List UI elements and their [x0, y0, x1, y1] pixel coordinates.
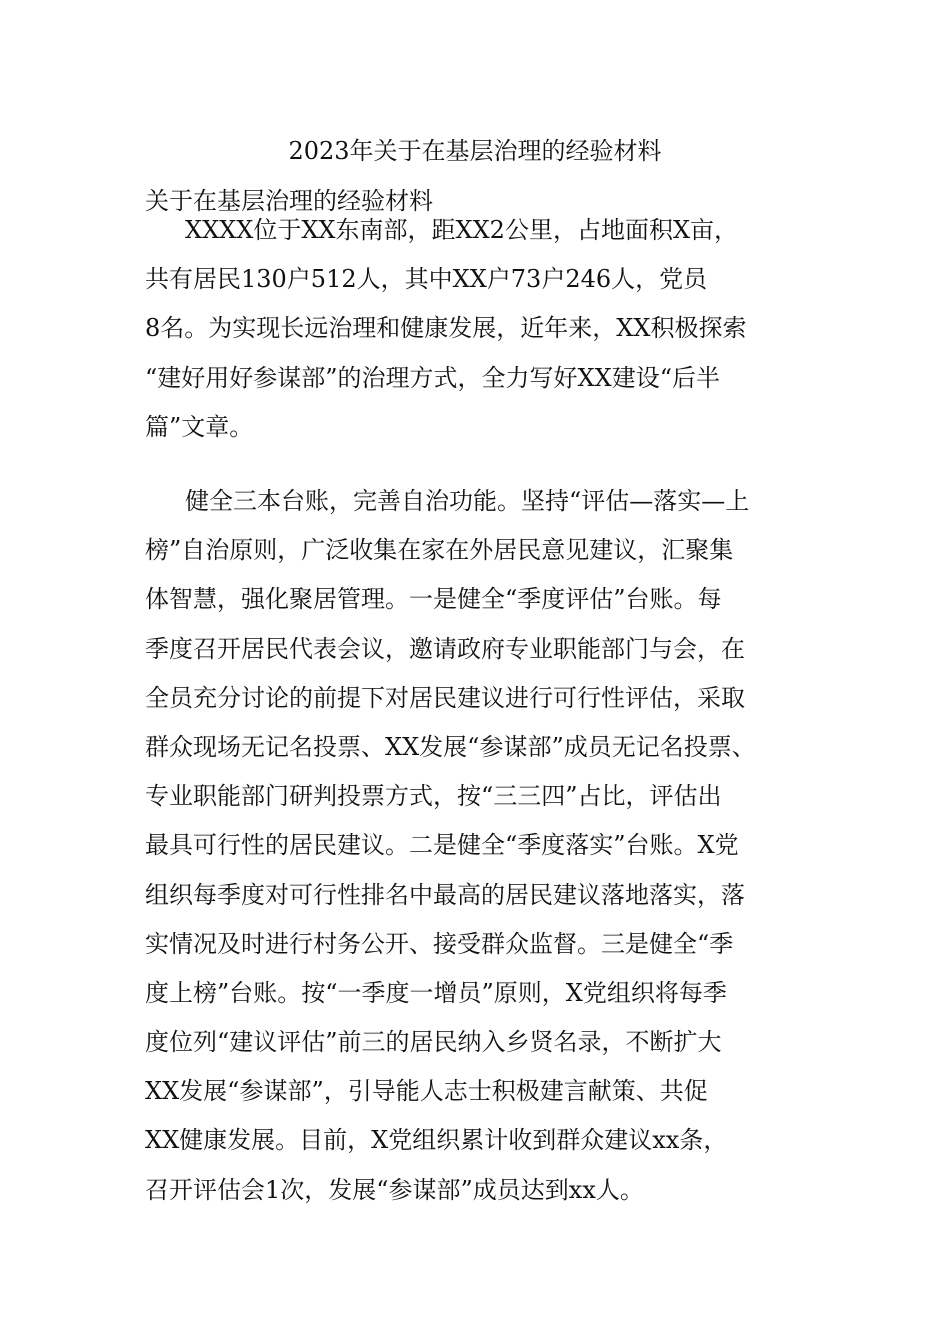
paragraph-intro: [145, 206, 815, 452]
paragraph-line: 榜”自治原则，广泛收集在家在外居民意见建议，汇聚集: [145, 536, 734, 565]
paragraph-line: 篇”文章。: [145, 412, 254, 441]
paragraph-line: 全员充分讨论的前提下对居民建议进行可行性评估，采取: [145, 683, 745, 712]
paragraph-line: 8名。为实现长远治理和健康发展，近年来，XX积极探索: [145, 314, 747, 343]
paragraph-line: 度上榜”台账。按“一季度一增员”原则，X党组织将每季: [145, 978, 727, 1007]
paragraph-line: 群众现场无记名投票、XX发展“参谋部”成员无记名投票、: [145, 732, 756, 761]
paragraph-line: 最具可行性的居民建议。二是健全“季度落实”台账。X党: [145, 831, 739, 860]
paragraph-line: XX发展“参谋部”，引导能人志士积极建言献策、共促: [145, 1077, 708, 1106]
paragraph-line: 度位列“建议评估”前三的居民纳入乡贤名录，不断扩大: [145, 1028, 722, 1057]
paragraph-line: 召开评估会1次，发展“参谋部”成员达到xx人。: [145, 1175, 644, 1204]
document-title: 2023年关于在基层治理的经验材料: [288, 137, 662, 165]
paragraph-line: 实情况及时进行村务公开、接受群众监督。三是健全“季: [145, 929, 734, 958]
document-subtitle: 关于在基层治理的经验材料: [145, 187, 433, 215]
paragraph-ledgers: [145, 477, 815, 1215]
paragraph-line: XXXX位于XX东南部，距XX2公里，占地面积X亩，: [185, 216, 739, 244]
paragraph-line: “建好用好参谋部”的治理方式，全力写好XX建设“后半: [145, 363, 720, 392]
paragraph-line: 组织每季度对可行性排名中最高的居民建议落地落实，落: [145, 880, 745, 909]
paragraph-line: 共有居民130户512人，其中XX户73户246人，党员: [145, 265, 708, 294]
paragraph-line: XX健康发展。目前，X党组织累计收到群众建议xx条，: [145, 1126, 728, 1155]
paragraph-line: 季度召开居民代表会议，邀请政府专业职能部门与会，在: [145, 634, 745, 663]
paragraph-line: 健全三本台账，完善自治功能。坚持“评估—落实—上: [185, 487, 750, 515]
paragraph-line: 专业职能部门研判投票方式，按“三三四”占比，评估出: [145, 782, 722, 811]
paragraph-line: 体智慧，强化聚居管理。一是健全“季度评估”台账。每: [145, 585, 722, 614]
